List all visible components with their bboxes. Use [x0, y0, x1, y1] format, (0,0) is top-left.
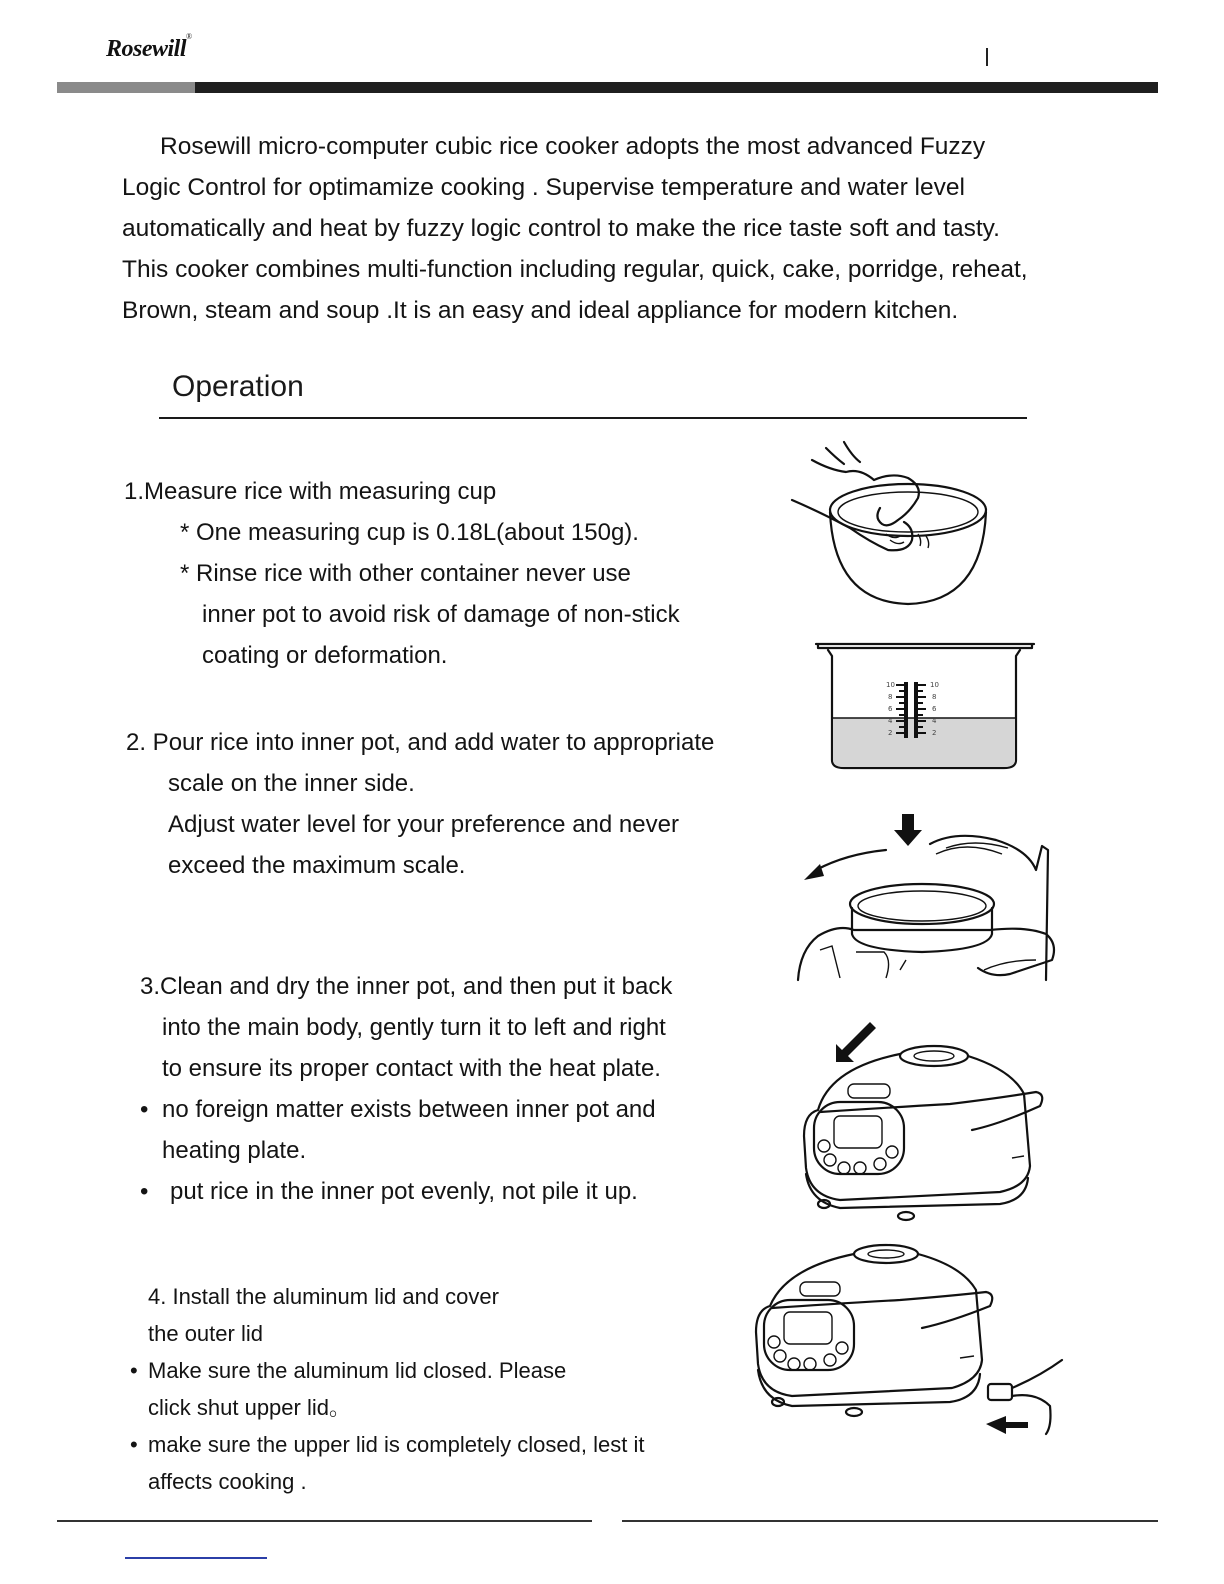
insert-inner-pot-illustration [796, 810, 1058, 982]
left-arrow-icon [986, 1416, 1028, 1434]
step-3-bullet: • put rice in the inner pot evenly, not pile it up. [140, 1171, 672, 1212]
scale-mark: 10 [930, 681, 939, 689]
step-3-line: into the main body, gently turn it to left and right [162, 1014, 666, 1041]
step-2-line: exceed the maximum scale. [168, 852, 466, 879]
step-3-bullet: • no foreign matter exists between inner pot and [140, 1089, 672, 1130]
bullet-dot-icon: • [130, 1358, 138, 1383]
scale-mark: 2 [888, 729, 893, 737]
rinse-rice-illustration [790, 442, 1000, 612]
section-title: Operation [172, 370, 304, 403]
scale-mark: 8 [888, 693, 893, 701]
step-2-title: 2. Pour rice into inner pot, and add water to appropriate [126, 729, 715, 756]
intro-line: This cooker combines multi-function including regular, quick, cake, porridge, reheat, [122, 256, 1028, 283]
step-4-line: the outer lid [148, 1321, 263, 1346]
step-1-note: inner pot to avoid risk of damage of non-stick [202, 601, 680, 628]
header-separator [986, 48, 988, 66]
intro-paragraph [122, 126, 1112, 331]
step-4-line: click shut upper lid。 [148, 1395, 351, 1420]
step-1-note: * Rinse rice with other container never use [180, 560, 631, 587]
header-bar-accent [57, 82, 195, 93]
power-plug-icon [988, 1384, 1012, 1400]
step-1 [124, 471, 680, 676]
step-2 [126, 722, 714, 886]
step-4-bullet: • Make sure the aluminum lid closed. Please [130, 1352, 644, 1389]
header-bar [195, 82, 1158, 93]
intro-line: Rosewill micro-computer cubic rice cooker adopts the most advanced Fuzzy [160, 133, 986, 160]
rice-cooker-body-illustration [800, 1018, 1050, 1228]
step-4-title: 4. Install the aluminum lid and cover [148, 1284, 499, 1309]
bullet-dot-icon: • [130, 1432, 138, 1457]
bullet-dot-icon: • [140, 1178, 149, 1205]
brand-logo: Rosewill® [106, 32, 192, 62]
intro-line: Brown, steam and soup .It is an easy and ideal appliance for modern kitchen. [122, 297, 959, 324]
step-2-line: Adjust water level for your preference and never [168, 811, 679, 838]
intro-line: automatically and heat by fuzzy logic control to make the rice taste soft and tasty. [122, 215, 1000, 242]
step-3-line: to ensure its proper contact with the heat plate. [162, 1055, 661, 1082]
scale-mark: 8 [932, 693, 937, 701]
bullet-dot-icon: • [140, 1096, 149, 1123]
step-1-note: coating or deformation. [202, 642, 448, 669]
step-4-line: affects cooking . [148, 1469, 307, 1494]
down-arrow-icon [894, 814, 922, 846]
scale-mark: 10 [886, 681, 895, 689]
step-3-line: heating plate. [162, 1137, 307, 1164]
step-3-title: 3.Clean and dry the inner pot, and then put it back [140, 973, 673, 1000]
intro-line: Logic Control for optimamize cooking . Supervise temperature and water level [122, 174, 965, 201]
scale-mark: 2 [932, 729, 937, 737]
step-1-title: 1.Measure rice with measuring cup [124, 478, 497, 505]
section-rule [159, 417, 1027, 419]
step-2-line: scale on the inner side. [168, 770, 415, 797]
step-3 [140, 966, 672, 1212]
scale-mark: 6 [888, 705, 893, 713]
scale-mark: 4 [888, 717, 893, 725]
inner-pot-scale-illustration [814, 640, 1036, 775]
step-4-bullet: • make sure the upper lid is completely closed, lest it [130, 1426, 644, 1463]
closed-cooker-plug-illustration [750, 1240, 1070, 1440]
scale-mark: 6 [932, 705, 937, 713]
step-1-note: * One measuring cup is 0.18L(about 150g). [180, 519, 639, 546]
scale-mark: 4 [932, 717, 937, 725]
footer-rule-right [622, 1520, 1158, 1522]
diagonal-arrow-icon [836, 1022, 876, 1062]
step-4 [130, 1278, 644, 1500]
footer-rule-left [57, 1520, 592, 1522]
footer-link-underline [125, 1557, 267, 1559]
